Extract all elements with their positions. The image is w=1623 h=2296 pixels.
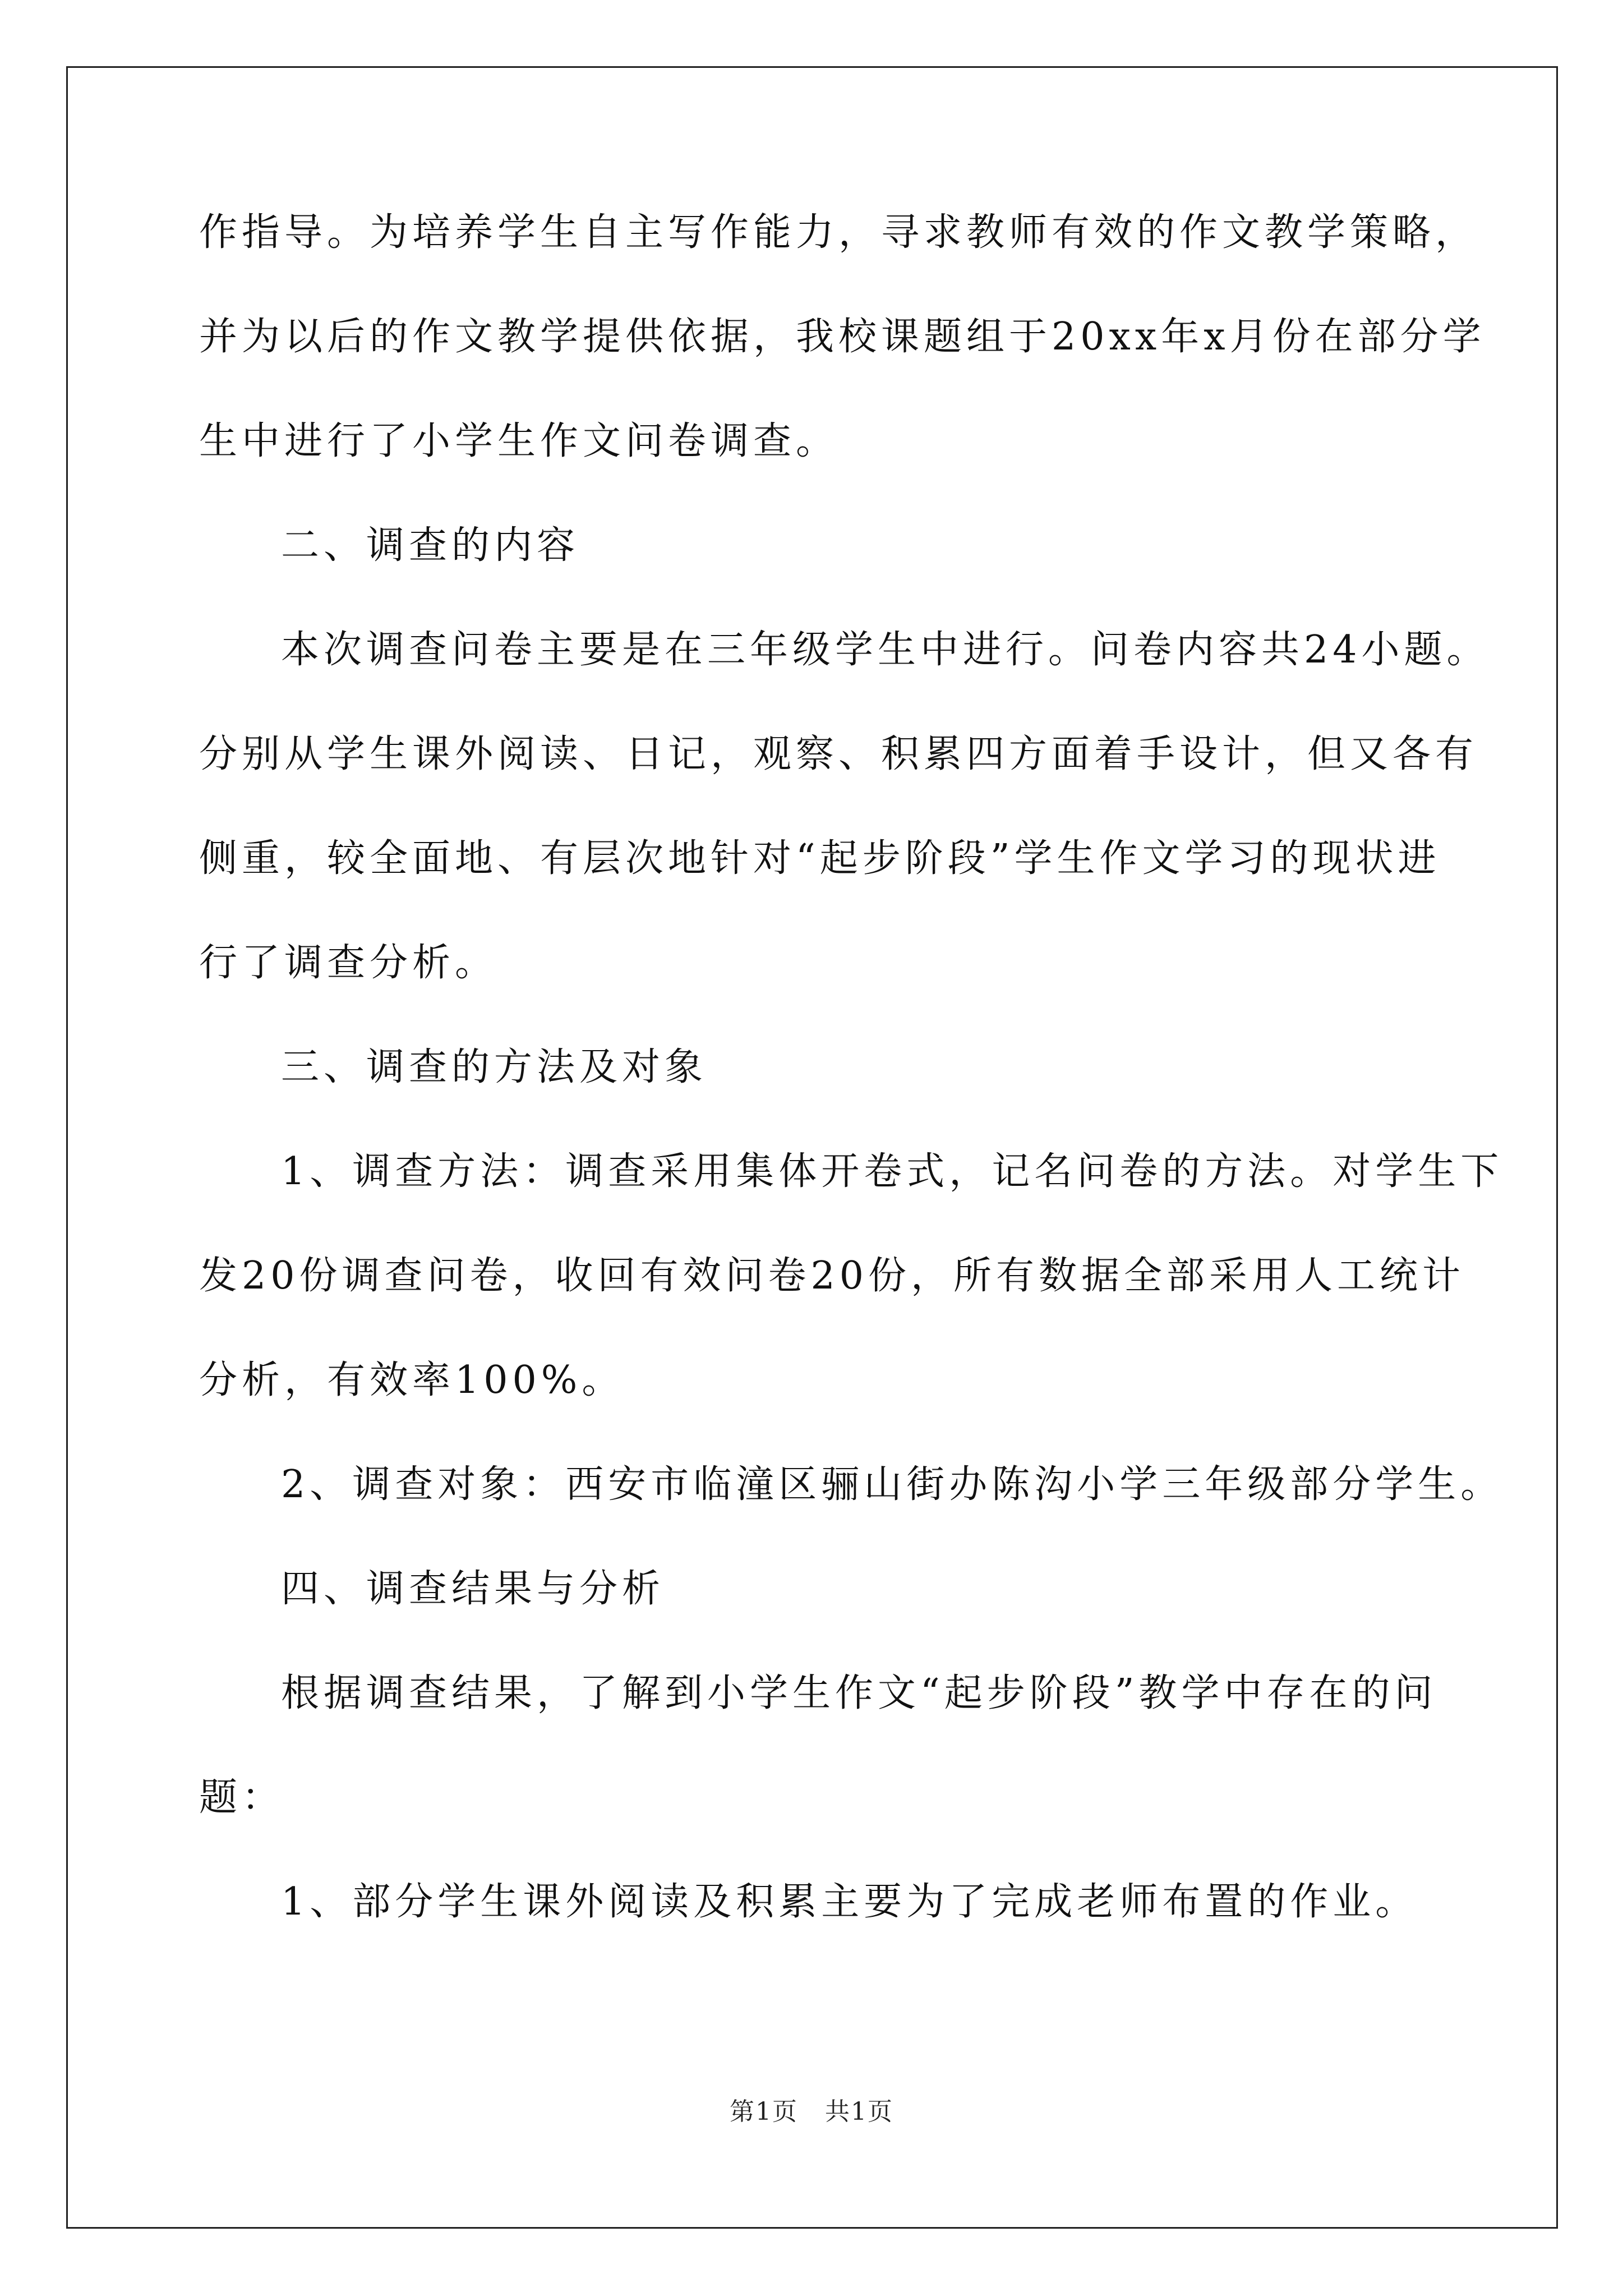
paragraph-line: 2、调查对象：西安市临潼区骊山街办陈沟小学三年级部分学生。: [281, 1462, 1504, 1507]
paragraph-line: 1、部分学生课外阅读及积累主要为了完成老师布置的作业。: [281, 1880, 1418, 1924]
paragraph-line: 本次调查问卷主要是在三年级学生中进行。问卷内容共24小题。: [281, 628, 1490, 672]
paragraph-line: 题：: [199, 1775, 285, 1820]
paragraph-line: 分析，有效率100%。: [199, 1358, 625, 1402]
paragraph-line: 生中进行了小学生作文问卷调查。: [199, 419, 839, 463]
section-heading: 三、调查的方法及对象: [281, 1045, 708, 1089]
paragraph-line: 行了调查分析。: [199, 941, 498, 985]
paragraph-line: 侧重，较全面地、有层次地针对“起步阶段”学生作文学习的现状进: [199, 836, 1441, 881]
paragraph-line: 1、调查方法：调查采用集体开卷式，记名问卷的方法。对学生下: [281, 1149, 1504, 1194]
paragraph-line: 并为以后的作文教学提供依据，我校课题组于20xx年x月份在部分学: [199, 315, 1486, 359]
section-heading: 二、调查的内容: [281, 523, 580, 568]
page-total: 共1页: [825, 2097, 893, 2126]
paragraph-line: 分别从学生课外阅读、日记，观察、积累四方面着手设计，但又各有: [199, 732, 1478, 776]
paragraph-line: 根据调查结果，了解到小学生作文“起步阶段”教学中存在的问: [281, 1671, 1437, 1715]
page-footer: [0, 2095, 1623, 2129]
paragraph-line: 作指导。为培养学生自主写作能力，寻求教师有效的作文教学策略，: [199, 210, 1478, 255]
section-heading: 四、调查结果与分析: [281, 1567, 665, 1611]
paragraph-line: 发20份调查问卷，收回有效问卷20份，所有数据全部采用人工统计: [199, 1254, 1465, 1298]
page-number: 第1页: [730, 2097, 798, 2126]
